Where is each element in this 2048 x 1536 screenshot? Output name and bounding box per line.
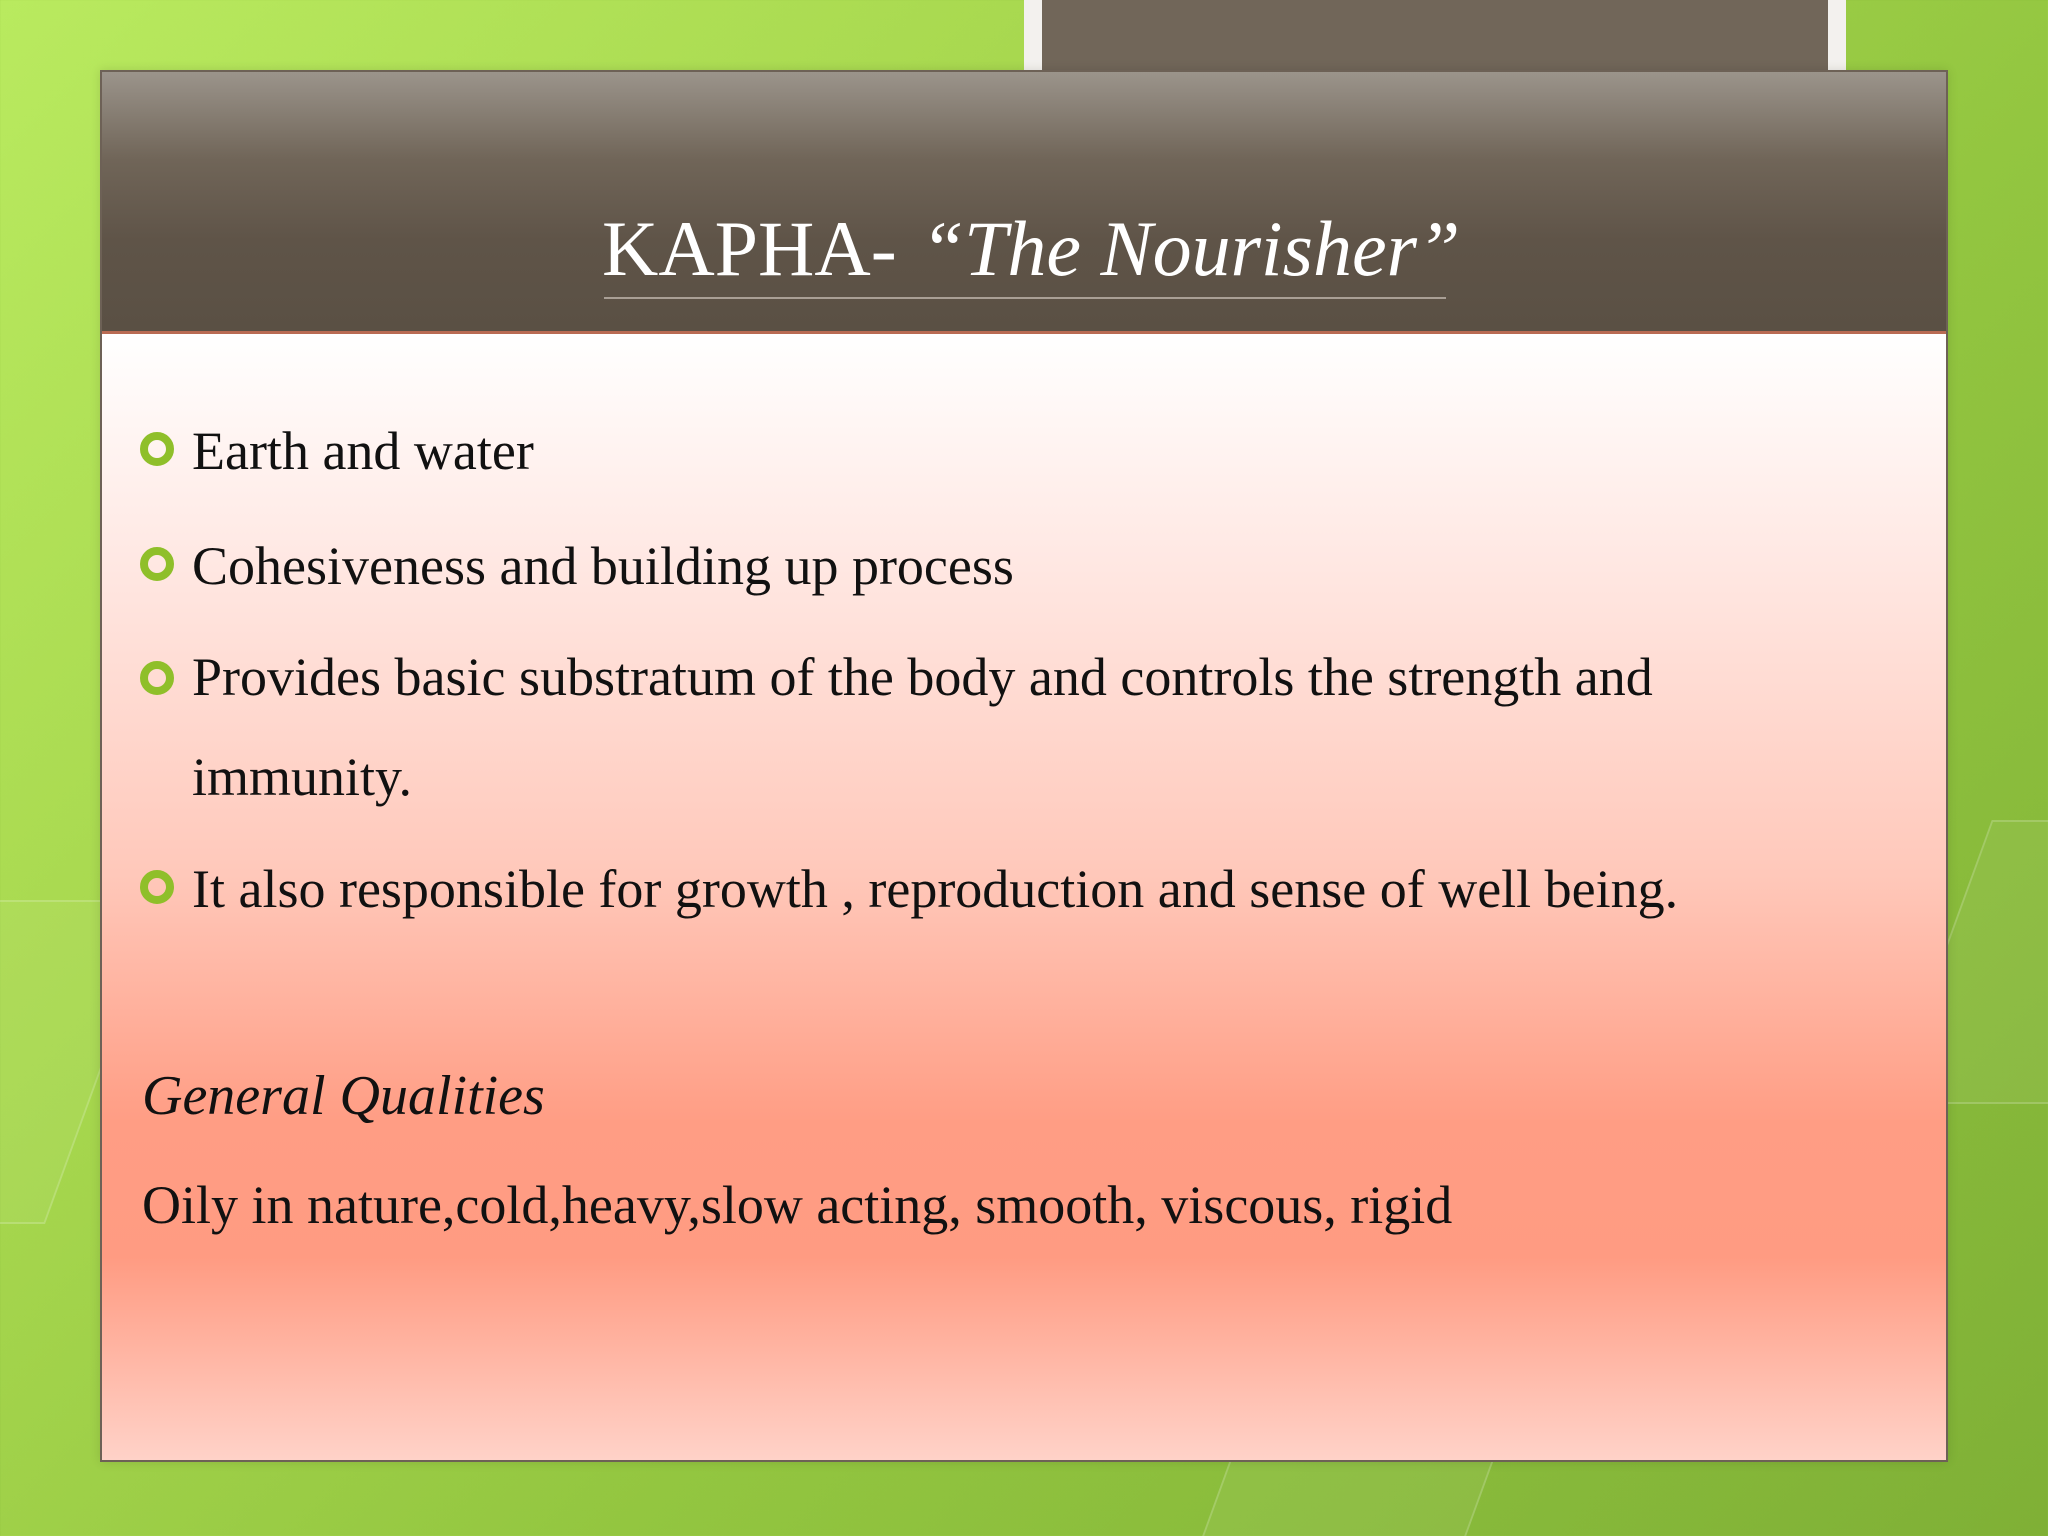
top-tab	[1024, 0, 1846, 76]
title-subtitle: “The Nourisher”	[920, 205, 1461, 292]
title-underline	[604, 297, 1446, 299]
ring-bullet-icon	[140, 547, 174, 581]
ring-bullet-icon	[140, 661, 174, 695]
section-label: General Qualities	[142, 1065, 545, 1127]
bullet-item	[140, 422, 1840, 481]
bullet-text: Provides basic substratum of the body and controls the strength and immunity.	[192, 647, 1653, 807]
slide-content	[102, 334, 1946, 1460]
bullet-text: Cohesiveness and building up process	[192, 536, 1014, 596]
slide	[100, 70, 1948, 1462]
bullet-item	[140, 860, 1840, 919]
bullet-item	[140, 647, 1840, 827]
bullet-item	[140, 537, 1840, 596]
title-main: KAPHA-	[602, 205, 897, 292]
bullet-text: Earth and water	[192, 421, 534, 481]
qualities-text: Oily in nature,cold,heavy,slow acting, smooth, viscous, rigid	[142, 1175, 1453, 1235]
ring-bullet-icon	[140, 432, 174, 466]
title-bar	[102, 72, 1946, 334]
bullet-text: It also responsible for growth , reproduction and sense of well being.	[192, 859, 1679, 919]
ring-bullet-icon	[140, 870, 174, 904]
background-shape-bottom	[1167, 1450, 1498, 1536]
slide-title	[602, 202, 1461, 296]
